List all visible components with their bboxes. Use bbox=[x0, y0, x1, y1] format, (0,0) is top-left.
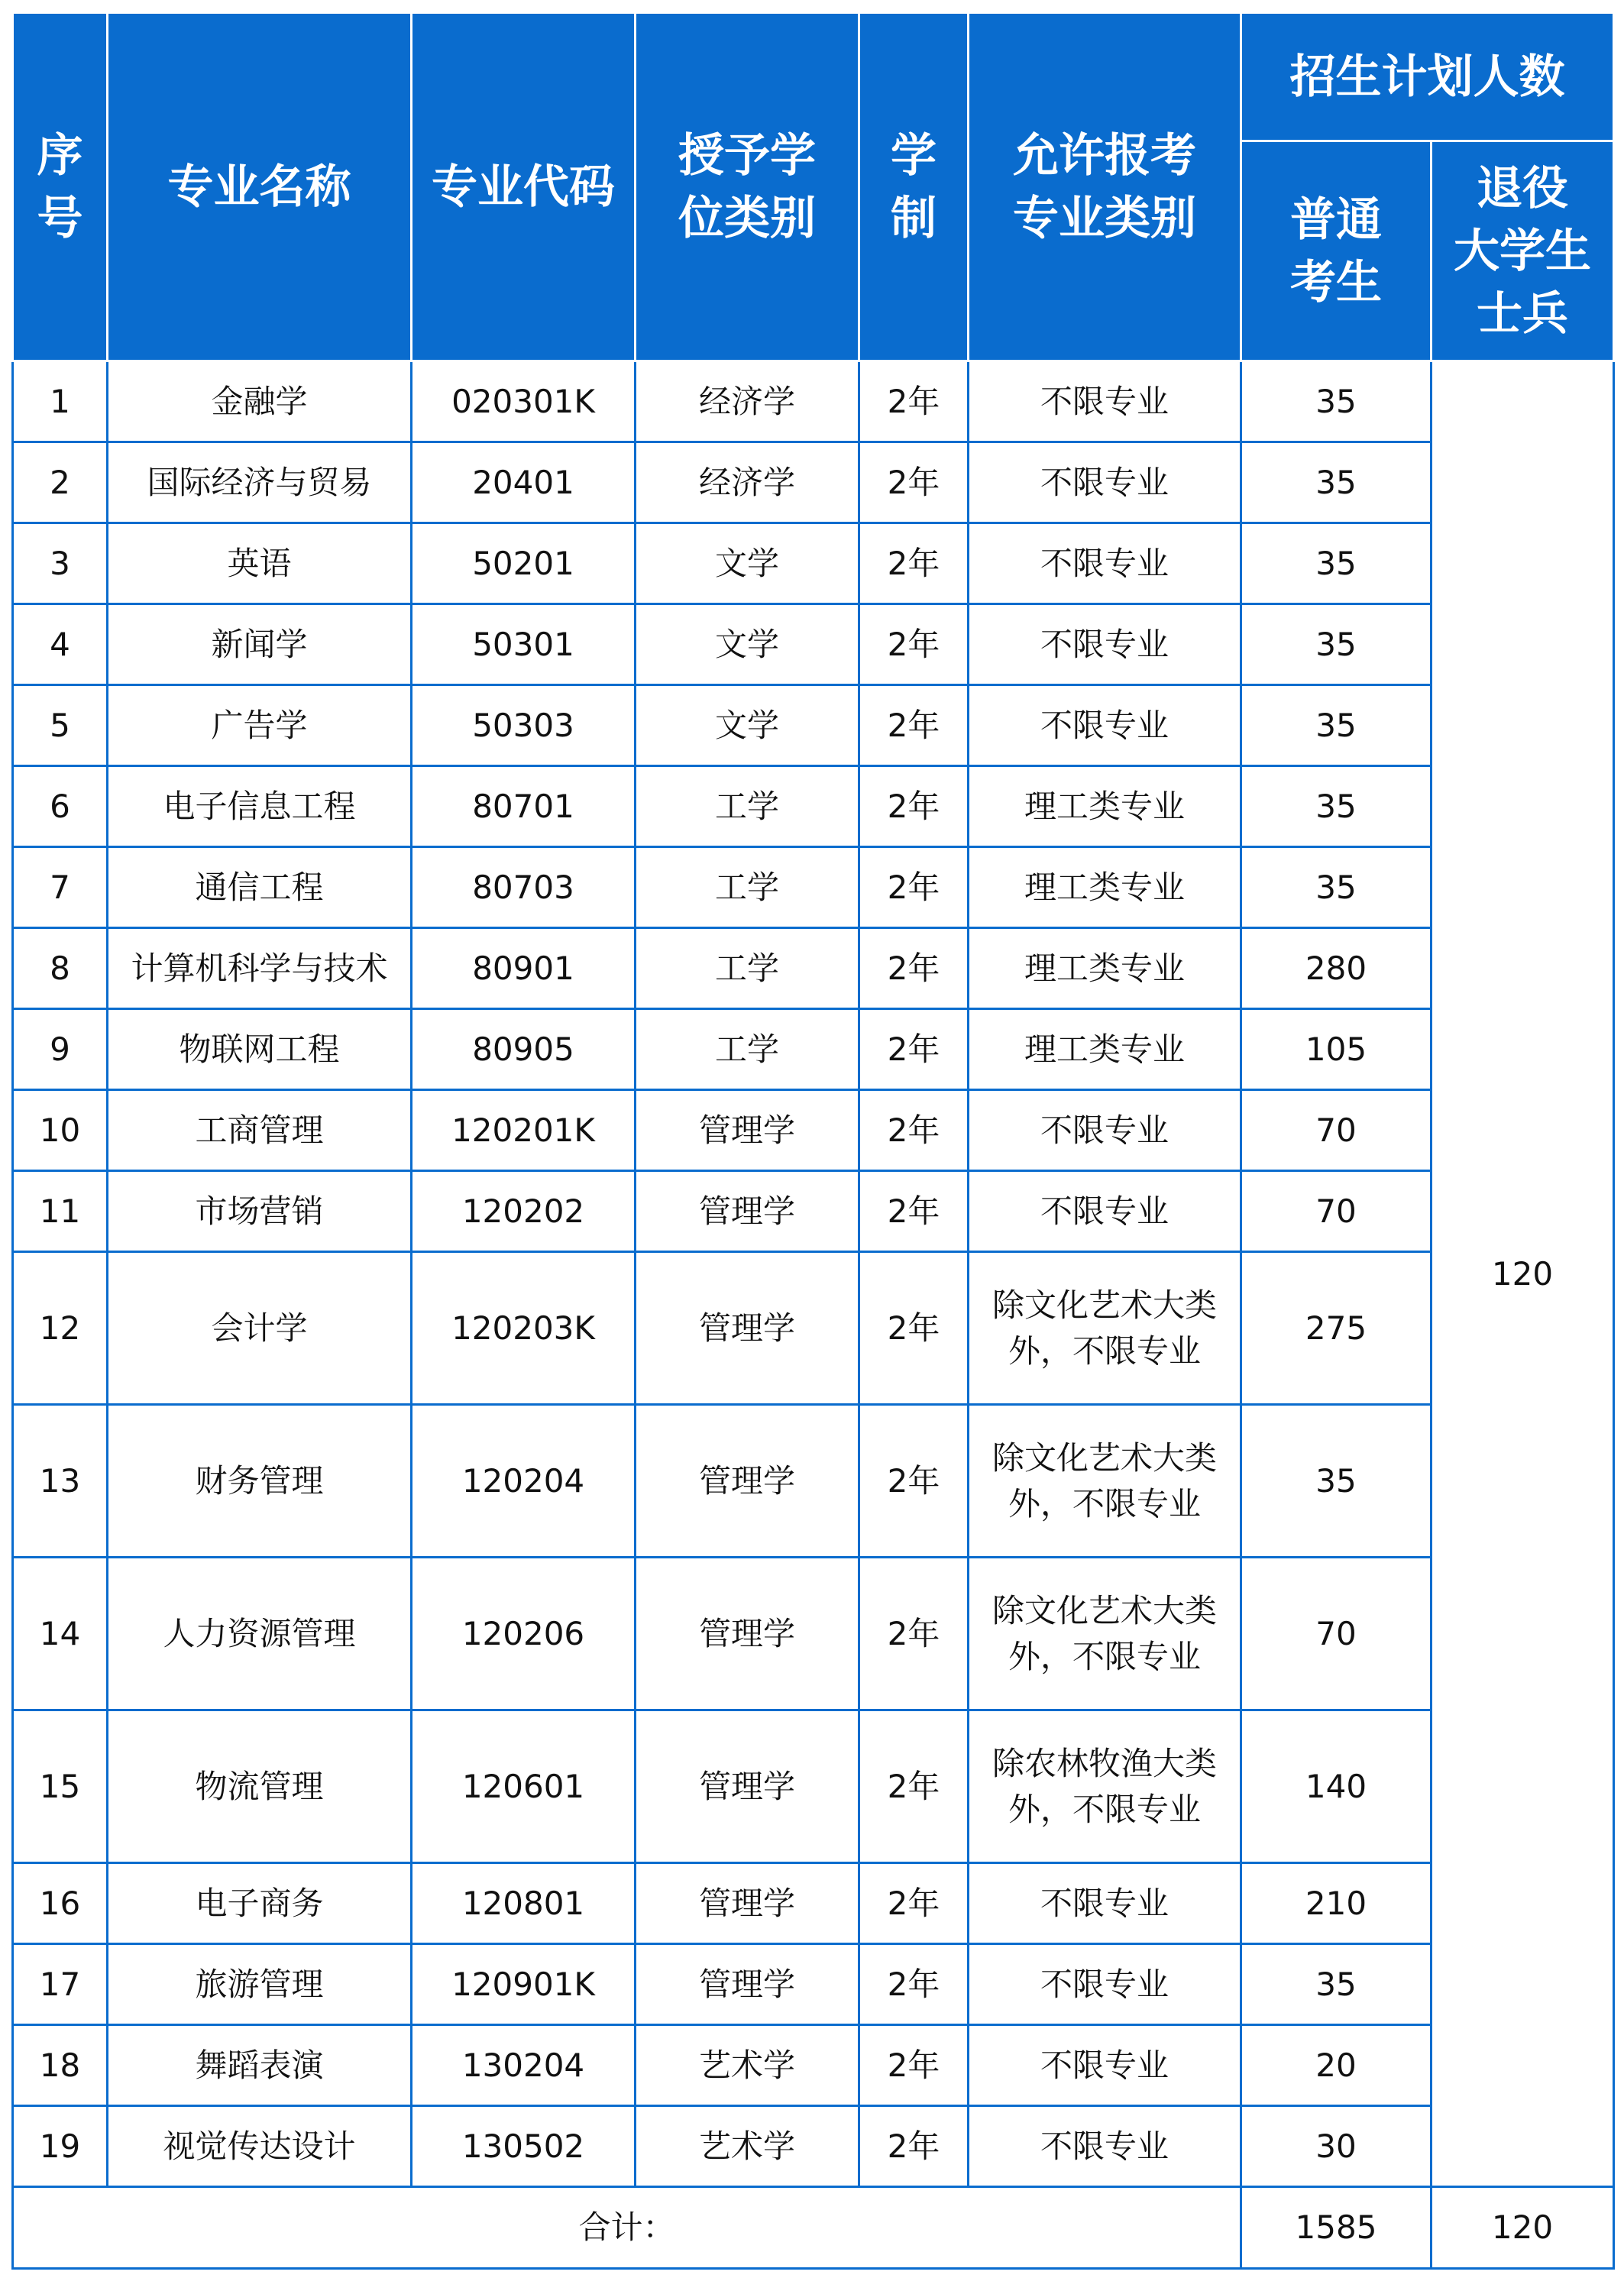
table-row bbox=[13, 1863, 1614, 1944]
row-index: 7 bbox=[13, 847, 108, 928]
row-study-years: 2年 bbox=[859, 604, 969, 685]
row-major-code: 120206 bbox=[412, 1558, 636, 1710]
allowed-line-1: 不限专业 bbox=[1040, 706, 1169, 744]
row-regular-count: 35 bbox=[1241, 766, 1432, 847]
row-index: 14 bbox=[13, 1558, 108, 1710]
row-degree-type: 文学 bbox=[636, 604, 859, 685]
row-index: 2 bbox=[13, 442, 108, 523]
total-row bbox=[13, 2187, 1614, 2269]
allowed-line-2: 外，不限专业 bbox=[1008, 1332, 1201, 1370]
row-regular-count: 70 bbox=[1241, 1090, 1432, 1171]
table-row bbox=[13, 1710, 1614, 1863]
row-index: 11 bbox=[13, 1171, 108, 1252]
table-row bbox=[13, 361, 1614, 442]
row-study-years: 2年 bbox=[859, 1252, 969, 1405]
row-degree-type: 文学 bbox=[636, 685, 859, 766]
row-regular-count: 140 bbox=[1241, 1710, 1432, 1863]
table-row bbox=[13, 523, 1614, 604]
row-study-years: 2年 bbox=[859, 1944, 969, 2025]
allowed-line-1: 理工类专业 bbox=[1024, 949, 1185, 987]
row-regular-count: 35 bbox=[1241, 361, 1432, 442]
row-major-name: 金融学 bbox=[108, 361, 412, 442]
row-major-code: 50301 bbox=[412, 604, 636, 685]
row-allowed-majors bbox=[969, 1252, 1241, 1405]
row-index: 12 bbox=[13, 1252, 108, 1405]
allowed-line-2: 外，不限专业 bbox=[1008, 1484, 1201, 1522]
row-regular-count: 30 bbox=[1241, 2106, 1432, 2187]
total-label: 合计： bbox=[13, 2187, 1241, 2269]
allowed-line-1: 不限专业 bbox=[1040, 1884, 1169, 1922]
row-study-years: 2年 bbox=[859, 1558, 969, 1710]
row-index: 18 bbox=[13, 2025, 108, 2106]
row-study-years: 2年 bbox=[859, 442, 969, 523]
row-degree-type: 管理学 bbox=[636, 1710, 859, 1863]
row-allowed-majors bbox=[969, 1009, 1241, 1090]
row-study-years: 2年 bbox=[859, 2106, 969, 2187]
row-study-years: 2年 bbox=[859, 1090, 969, 1171]
row-study-years: 2年 bbox=[859, 766, 969, 847]
row-allowed-majors bbox=[969, 1405, 1241, 1558]
allowed-line-1: 不限专业 bbox=[1040, 1111, 1169, 1149]
row-degree-type: 艺术学 bbox=[636, 2106, 859, 2187]
row-regular-count: 35 bbox=[1241, 523, 1432, 604]
row-major-code: 120601 bbox=[412, 1710, 636, 1863]
row-degree-type: 艺术学 bbox=[636, 2025, 859, 2106]
row-allowed-majors bbox=[969, 1171, 1241, 1252]
row-allowed-majors bbox=[969, 1863, 1241, 1944]
row-allowed-majors bbox=[969, 1944, 1241, 2025]
table-row bbox=[13, 1558, 1614, 1710]
allowed-line-1: 不限专业 bbox=[1040, 544, 1169, 582]
row-degree-type: 工学 bbox=[636, 766, 859, 847]
row-degree-type: 管理学 bbox=[636, 1171, 859, 1252]
row-study-years: 2年 bbox=[859, 361, 969, 442]
row-regular-count: 35 bbox=[1241, 847, 1432, 928]
table-row bbox=[13, 1009, 1614, 1090]
row-index: 13 bbox=[13, 1405, 108, 1558]
allowed-line-1: 不限专业 bbox=[1040, 2127, 1169, 2165]
row-major-name: 国际经济与贸易 bbox=[108, 442, 412, 523]
row-allowed-majors bbox=[969, 2025, 1241, 2106]
row-degree-type: 管理学 bbox=[636, 1944, 859, 2025]
row-major-name: 通信工程 bbox=[108, 847, 412, 928]
table-row bbox=[13, 442, 1614, 523]
row-degree-type: 工学 bbox=[636, 1009, 859, 1090]
table-row bbox=[13, 1944, 1614, 2025]
allowed-line-1: 理工类专业 bbox=[1024, 1030, 1185, 1068]
row-study-years: 2年 bbox=[859, 847, 969, 928]
veteran-merged-count: 120 bbox=[1432, 361, 1614, 2187]
row-study-years: 2年 bbox=[859, 1710, 969, 1863]
row-allowed-majors bbox=[969, 523, 1241, 604]
row-allowed-majors bbox=[969, 361, 1241, 442]
row-major-name: 英语 bbox=[108, 523, 412, 604]
row-allowed-majors bbox=[969, 2106, 1241, 2187]
row-degree-type: 管理学 bbox=[636, 1252, 859, 1405]
allowed-line-1: 理工类专业 bbox=[1024, 787, 1185, 825]
table-row bbox=[13, 847, 1614, 928]
row-major-code: 120204 bbox=[412, 1405, 636, 1558]
header-enrollment-plan: 招生计划人数 bbox=[1241, 13, 1614, 141]
row-major-name: 人力资源管理 bbox=[108, 1558, 412, 1710]
row-regular-count: 35 bbox=[1241, 685, 1432, 766]
row-allowed-majors bbox=[969, 442, 1241, 523]
row-study-years: 2年 bbox=[859, 2025, 969, 2106]
row-index: 8 bbox=[13, 928, 108, 1009]
allowed-line-1: 除文化艺术大类 bbox=[992, 1286, 1217, 1324]
allowed-line-1: 不限专业 bbox=[1040, 1192, 1169, 1230]
row-allowed-majors bbox=[969, 928, 1241, 1009]
row-index: 5 bbox=[13, 685, 108, 766]
row-regular-count: 275 bbox=[1241, 1252, 1432, 1405]
row-index: 1 bbox=[13, 361, 108, 442]
row-major-name: 舞蹈表演 bbox=[108, 2025, 412, 2106]
row-regular-count: 210 bbox=[1241, 1863, 1432, 1944]
header-veteran-students: 退役 大学生 士兵 bbox=[1432, 141, 1614, 361]
row-degree-type: 管理学 bbox=[636, 1558, 859, 1710]
row-degree-type: 工学 bbox=[636, 928, 859, 1009]
row-major-name: 财务管理 bbox=[108, 1405, 412, 1558]
total-veteran: 120 bbox=[1432, 2187, 1614, 2269]
row-major-code: 130502 bbox=[412, 2106, 636, 2187]
table-row bbox=[13, 604, 1614, 685]
row-allowed-majors bbox=[969, 1090, 1241, 1171]
header-allowed-majors: 允许报考 专业类别 bbox=[969, 13, 1241, 361]
row-major-name: 物联网工程 bbox=[108, 1009, 412, 1090]
total-regular: 1585 bbox=[1241, 2187, 1432, 2269]
row-major-code: 80901 bbox=[412, 928, 636, 1009]
row-study-years: 2年 bbox=[859, 523, 969, 604]
header-study-years: 学 制 bbox=[859, 13, 969, 361]
allowed-line-1: 除文化艺术大类 bbox=[992, 1591, 1217, 1629]
row-index: 19 bbox=[13, 2106, 108, 2187]
row-index: 16 bbox=[13, 1863, 108, 1944]
row-major-name: 物流管理 bbox=[108, 1710, 412, 1863]
allowed-line-1: 不限专业 bbox=[1040, 625, 1169, 663]
row-degree-type: 管理学 bbox=[636, 1405, 859, 1558]
row-major-code: 20401 bbox=[412, 442, 636, 523]
allowed-line-2: 外，不限专业 bbox=[1008, 1790, 1201, 1828]
row-major-name: 新闻学 bbox=[108, 604, 412, 685]
row-major-name: 旅游管理 bbox=[108, 1944, 412, 2025]
row-major-name: 市场营销 bbox=[108, 1171, 412, 1252]
table-row bbox=[13, 766, 1614, 847]
header-major-code: 专业代码 bbox=[412, 13, 636, 361]
row-major-code: 020301K bbox=[412, 361, 636, 442]
row-major-name: 广告学 bbox=[108, 685, 412, 766]
row-degree-type: 工学 bbox=[636, 847, 859, 928]
row-major-name: 工商管理 bbox=[108, 1090, 412, 1171]
allowed-line-1: 不限专业 bbox=[1040, 382, 1169, 420]
allowed-line-1: 不限专业 bbox=[1040, 2046, 1169, 2084]
row-degree-type: 管理学 bbox=[636, 1863, 859, 1944]
table-row bbox=[13, 2106, 1614, 2187]
row-study-years: 2年 bbox=[859, 1863, 969, 1944]
table-row bbox=[13, 928, 1614, 1009]
row-regular-count: 105 bbox=[1241, 1009, 1432, 1090]
row-regular-count: 20 bbox=[1241, 2025, 1432, 2106]
row-regular-count: 35 bbox=[1241, 442, 1432, 523]
row-major-code: 80703 bbox=[412, 847, 636, 928]
row-index: 9 bbox=[13, 1009, 108, 1090]
table-row bbox=[13, 685, 1614, 766]
row-regular-count: 35 bbox=[1241, 1405, 1432, 1558]
row-allowed-majors bbox=[969, 766, 1241, 847]
row-major-code: 80701 bbox=[412, 766, 636, 847]
row-study-years: 2年 bbox=[859, 1171, 969, 1252]
row-regular-count: 70 bbox=[1241, 1558, 1432, 1710]
row-index: 4 bbox=[13, 604, 108, 685]
row-major-code: 120203K bbox=[412, 1252, 636, 1405]
row-major-name: 会计学 bbox=[108, 1252, 412, 1405]
table-row bbox=[13, 1405, 1614, 1558]
row-index: 6 bbox=[13, 766, 108, 847]
row-index: 17 bbox=[13, 1944, 108, 2025]
table-body bbox=[13, 361, 1614, 2269]
row-major-code: 50201 bbox=[412, 523, 636, 604]
allowed-line-1: 除农林牧渔大类 bbox=[992, 1744, 1217, 1782]
table-row bbox=[13, 2025, 1614, 2106]
header-regular-students: 普通 考生 bbox=[1241, 141, 1432, 361]
row-degree-type: 文学 bbox=[636, 523, 859, 604]
row-study-years: 2年 bbox=[859, 1405, 969, 1558]
row-major-name: 计算机科学与技术 bbox=[108, 928, 412, 1009]
row-major-code: 130204 bbox=[412, 2025, 636, 2106]
row-major-code: 120801 bbox=[412, 1863, 636, 1944]
row-study-years: 2年 bbox=[859, 928, 969, 1009]
row-index: 15 bbox=[13, 1710, 108, 1863]
row-major-name: 电子商务 bbox=[108, 1863, 412, 1944]
table-row bbox=[13, 1252, 1614, 1405]
enrollment-plan-table bbox=[11, 11, 1615, 2270]
row-study-years: 2年 bbox=[859, 685, 969, 766]
row-regular-count: 70 bbox=[1241, 1171, 1432, 1252]
row-major-code: 50303 bbox=[412, 685, 636, 766]
table-row bbox=[13, 1171, 1614, 1252]
row-regular-count: 35 bbox=[1241, 604, 1432, 685]
row-major-code: 120201K bbox=[412, 1090, 636, 1171]
allowed-line-1: 除文化艺术大类 bbox=[992, 1438, 1217, 1477]
row-regular-count: 35 bbox=[1241, 1944, 1432, 2025]
row-degree-type: 经济学 bbox=[636, 442, 859, 523]
row-major-code: 120901K bbox=[412, 1944, 636, 2025]
row-degree-type: 管理学 bbox=[636, 1090, 859, 1171]
row-allowed-majors bbox=[969, 685, 1241, 766]
row-major-name: 视觉传达设计 bbox=[108, 2106, 412, 2187]
row-major-code: 120202 bbox=[412, 1171, 636, 1252]
row-index: 3 bbox=[13, 523, 108, 604]
table-row bbox=[13, 1090, 1614, 1171]
row-allowed-majors bbox=[969, 604, 1241, 685]
row-allowed-majors bbox=[969, 847, 1241, 928]
header-index: 序 号 bbox=[13, 13, 108, 361]
allowed-line-1: 不限专业 bbox=[1040, 463, 1169, 501]
header-major-name: 专业名称 bbox=[108, 13, 412, 361]
allowed-line-2: 外，不限专业 bbox=[1008, 1637, 1201, 1675]
allowed-line-1: 理工类专业 bbox=[1024, 868, 1185, 906]
header-degree-type: 授予学 位类别 bbox=[636, 13, 859, 361]
row-regular-count: 280 bbox=[1241, 928, 1432, 1009]
row-allowed-majors bbox=[969, 1558, 1241, 1710]
row-study-years: 2年 bbox=[859, 1009, 969, 1090]
row-major-name: 电子信息工程 bbox=[108, 766, 412, 847]
allowed-line-1: 不限专业 bbox=[1040, 1965, 1169, 2003]
row-major-code: 80905 bbox=[412, 1009, 636, 1090]
row-index: 10 bbox=[13, 1090, 108, 1171]
row-allowed-majors bbox=[969, 1710, 1241, 1863]
row-degree-type: 经济学 bbox=[636, 361, 859, 442]
